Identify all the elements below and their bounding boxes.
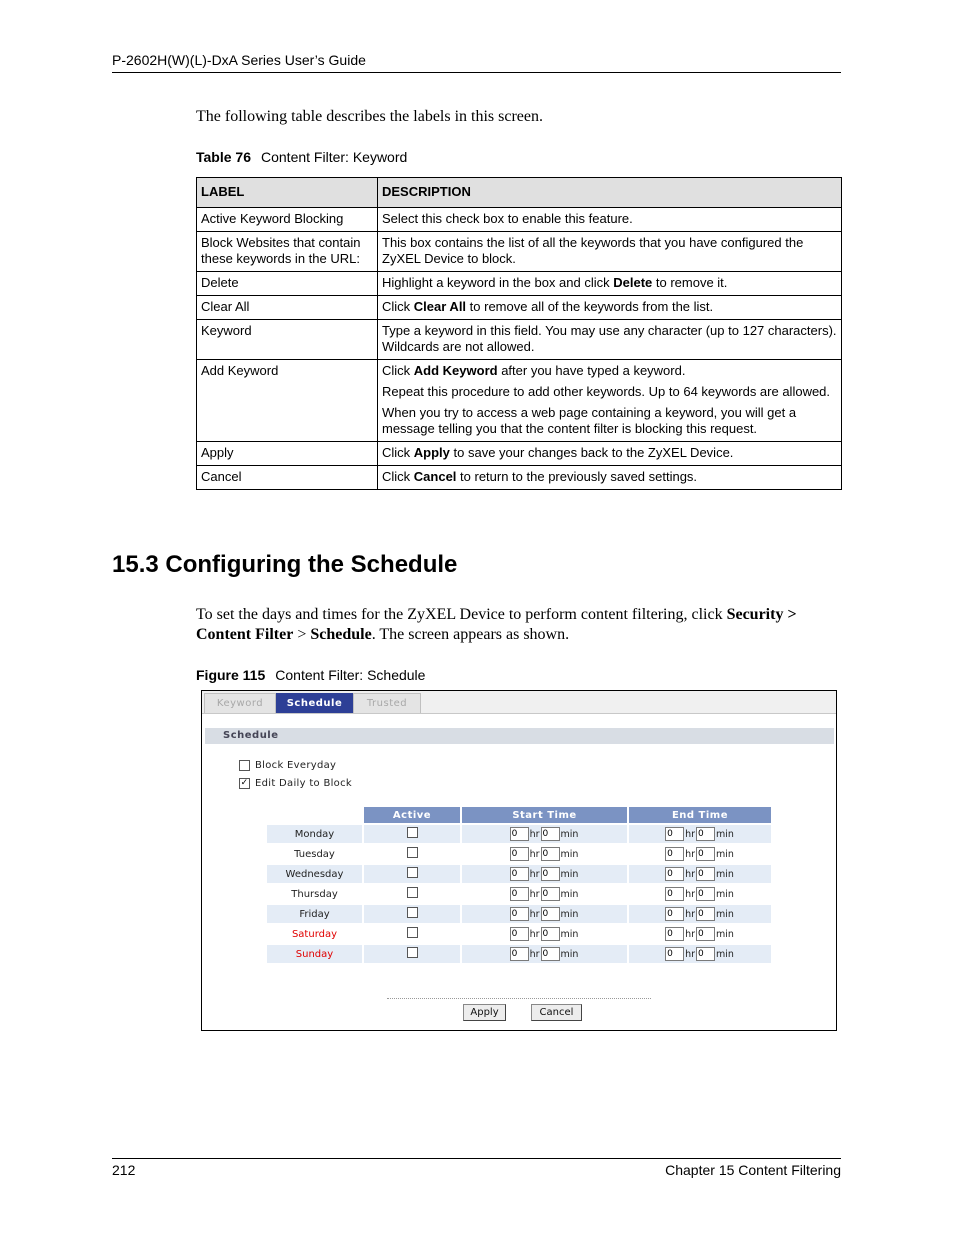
table-row bbox=[197, 320, 842, 360]
schedule-row bbox=[267, 845, 771, 863]
table-row bbox=[197, 442, 842, 466]
min-label: min bbox=[560, 908, 579, 920]
start-time-cell bbox=[462, 925, 627, 943]
apply-button[interactable]: Apply bbox=[463, 1004, 506, 1021]
description-text: Click bbox=[382, 469, 414, 484]
description-paragraph bbox=[382, 211, 837, 227]
hr-label: hr bbox=[685, 888, 695, 900]
row-label: Add Keyword bbox=[197, 360, 378, 442]
end-time-column-header: End Time bbox=[629, 807, 771, 823]
row-description bbox=[378, 272, 842, 296]
tab-keyword[interactable]: Keyword bbox=[204, 693, 276, 713]
min-label: min bbox=[560, 828, 579, 840]
start-minute-input[interactable]: 0 bbox=[541, 887, 560, 901]
ui-term: Add Keyword bbox=[413, 363, 498, 378]
description-paragraph bbox=[382, 469, 837, 485]
paragraph-text: > bbox=[293, 626, 311, 643]
active-cell bbox=[364, 845, 460, 863]
day-column-header bbox=[267, 807, 362, 823]
hr-label: hr bbox=[529, 908, 540, 920]
row-description bbox=[378, 232, 842, 272]
table-row bbox=[197, 466, 842, 490]
day-active-checkbox[interactable] bbox=[407, 927, 418, 938]
description-text: Click bbox=[382, 299, 414, 314]
active-cell bbox=[364, 945, 460, 963]
start-time-cell bbox=[462, 825, 627, 843]
intro-text: The following table describes the labels in this screen. bbox=[196, 108, 544, 125]
day-active-checkbox[interactable] bbox=[407, 907, 418, 918]
day-active-checkbox[interactable] bbox=[407, 867, 418, 878]
start-time-cell bbox=[462, 945, 627, 963]
day-name: Wednesday bbox=[267, 865, 362, 883]
column-header-description: DESCRIPTION bbox=[378, 178, 842, 208]
section-heading: 15.3 Configuring the Schedule bbox=[112, 551, 458, 578]
active-cell bbox=[364, 885, 460, 903]
figure-caption-text: Content Filter: Schedule bbox=[275, 667, 426, 683]
row-description bbox=[378, 442, 842, 466]
active-cell bbox=[364, 905, 460, 923]
row-label: Active Keyword Blocking bbox=[197, 208, 378, 232]
schedule-row bbox=[267, 885, 771, 903]
min-label: min bbox=[560, 888, 579, 900]
table-row bbox=[197, 272, 842, 296]
menu-path-term: Schedule bbox=[310, 626, 372, 643]
day-name: Friday bbox=[267, 905, 362, 923]
schedule-section-title: Schedule bbox=[205, 728, 834, 744]
description-text: Click bbox=[382, 363, 414, 378]
start-time-cell bbox=[462, 905, 627, 923]
schedule-row bbox=[267, 945, 771, 963]
start-time-cell bbox=[462, 885, 627, 903]
end-minute-input[interactable]: 0 bbox=[696, 907, 715, 921]
page-number: 212 bbox=[112, 1162, 136, 1178]
description-text: When you try to access a web page containing a keyword, you will get a message telling you that the content filter is blocking this request. bbox=[382, 405, 797, 436]
end-minute-input[interactable]: 0 bbox=[696, 887, 715, 901]
block-everyday-option[interactable] bbox=[239, 760, 336, 771]
running-header: P-2602H(W)(L)-DxA Series User’s Guide bbox=[112, 52, 366, 68]
row-description bbox=[378, 466, 842, 490]
row-description bbox=[378, 360, 842, 442]
day-name: Tuesday bbox=[267, 845, 362, 863]
day-active-checkbox[interactable] bbox=[407, 827, 418, 838]
description-text: to remove it. bbox=[652, 275, 728, 290]
cancel-button[interactable]: Cancel bbox=[531, 1004, 582, 1021]
end-hour-input[interactable]: 0 bbox=[665, 847, 684, 861]
table-row bbox=[197, 232, 842, 272]
min-label: min bbox=[716, 888, 734, 900]
hr-label: hr bbox=[529, 848, 540, 860]
hr-label: hr bbox=[685, 848, 695, 860]
min-label: min bbox=[716, 928, 734, 940]
tab-bar bbox=[202, 691, 836, 714]
schedule-row bbox=[267, 925, 771, 943]
table-row bbox=[197, 360, 842, 442]
description-paragraph bbox=[382, 445, 837, 461]
block-everyday-checkbox[interactable] bbox=[239, 760, 250, 771]
row-label: Cancel bbox=[197, 466, 378, 490]
day-active-checkbox[interactable] bbox=[407, 887, 418, 898]
end-time-cell bbox=[629, 865, 771, 883]
min-label: min bbox=[716, 908, 734, 920]
min-label: min bbox=[716, 948, 734, 960]
table-caption-text: Content Filter: Keyword bbox=[261, 149, 408, 165]
end-minute-input[interactable]: 0 bbox=[696, 847, 715, 861]
schedule-row bbox=[267, 825, 771, 843]
ui-term: Apply bbox=[413, 445, 450, 460]
min-label: min bbox=[716, 848, 734, 860]
row-label: Clear All bbox=[197, 296, 378, 320]
schedule-rows bbox=[267, 825, 771, 963]
schedule-row bbox=[267, 905, 771, 923]
end-minute-input[interactable]: 0 bbox=[696, 827, 715, 841]
min-label: min bbox=[716, 868, 734, 880]
description-text: Repeat this procedure to add other keywords. Up to 64 keywords are allowed. bbox=[382, 384, 831, 399]
start-time-cell bbox=[462, 865, 627, 883]
start-hour-input[interactable]: 0 bbox=[510, 827, 529, 841]
ui-term: Clear All bbox=[413, 299, 467, 314]
row-label: Keyword bbox=[197, 320, 378, 360]
start-hour-input[interactable]: 0 bbox=[510, 947, 529, 961]
day-active-checkbox[interactable] bbox=[407, 847, 418, 858]
end-hour-input[interactable]: 0 bbox=[665, 927, 684, 941]
min-label: min bbox=[560, 948, 579, 960]
hr-label: hr bbox=[685, 948, 695, 960]
hr-label: hr bbox=[685, 928, 695, 940]
day-active-checkbox[interactable] bbox=[407, 947, 418, 958]
edit-daily-option[interactable] bbox=[239, 778, 352, 789]
table-caption bbox=[196, 149, 407, 165]
schedule-table bbox=[265, 805, 773, 965]
end-time-cell bbox=[629, 885, 771, 903]
end-hour-input[interactable]: 0 bbox=[665, 867, 684, 881]
tab-trusted[interactable]: Trusted bbox=[353, 693, 421, 713]
header-rule bbox=[112, 72, 841, 73]
day-name: Thursday bbox=[267, 885, 362, 903]
column-header-label: LABEL bbox=[197, 178, 378, 208]
description-text: to remove all of the keywords from the list. bbox=[466, 299, 714, 314]
min-label: min bbox=[716, 828, 734, 840]
hr-label: hr bbox=[685, 868, 695, 880]
start-hour-input[interactable]: 0 bbox=[510, 847, 529, 861]
min-label: min bbox=[560, 848, 579, 860]
table-caption-number: Table 76 bbox=[196, 149, 251, 165]
edit-daily-label: Edit Daily to Block bbox=[255, 778, 352, 789]
ui-term: Delete bbox=[613, 275, 653, 290]
schedule-screenshot bbox=[201, 690, 837, 1031]
description-text: after you have typed a keyword. bbox=[497, 363, 686, 378]
section-paragraph bbox=[196, 605, 846, 645]
description-paragraph bbox=[382, 323, 837, 355]
description-text: This box contains the list of all the keywords that you have configured the ZyXEL Device to block. bbox=[382, 235, 804, 266]
min-label: min bbox=[560, 868, 579, 880]
end-hour-input[interactable]: 0 bbox=[665, 887, 684, 901]
active-cell bbox=[364, 925, 460, 943]
button-divider bbox=[387, 998, 651, 999]
end-hour-input[interactable]: 0 bbox=[665, 907, 684, 921]
menu-path-term: Content Filter bbox=[196, 626, 294, 643]
chapter-title: Chapter 15 Content Filtering bbox=[665, 1162, 841, 1178]
day-name: Monday bbox=[267, 825, 362, 843]
menu-path-term: Security > bbox=[726, 606, 797, 623]
row-label: Block Websites that contain these keywords in the URL: bbox=[197, 232, 378, 272]
description-paragraph bbox=[382, 275, 837, 291]
row-label: Delete bbox=[197, 272, 378, 296]
start-minute-input[interactable]: 0 bbox=[541, 847, 560, 861]
row-description bbox=[378, 320, 842, 360]
start-minute-input[interactable]: 0 bbox=[541, 927, 560, 941]
description-paragraph bbox=[382, 384, 837, 400]
end-time-cell bbox=[629, 905, 771, 923]
figure-caption-number: Figure 115 bbox=[196, 667, 266, 683]
row-label: Apply bbox=[197, 442, 378, 466]
active-cell bbox=[364, 825, 460, 843]
row-description bbox=[378, 296, 842, 320]
schedule-row bbox=[267, 865, 771, 883]
day-name: Sunday bbox=[267, 945, 362, 963]
active-cell bbox=[364, 865, 460, 883]
start-minute-input[interactable]: 0 bbox=[541, 947, 560, 961]
start-minute-input[interactable]: 0 bbox=[541, 907, 560, 921]
block-everyday-label: Block Everyday bbox=[255, 760, 337, 771]
end-time-cell bbox=[629, 945, 771, 963]
hr-label: hr bbox=[685, 908, 695, 920]
start-hour-input[interactable]: 0 bbox=[510, 907, 529, 921]
hr-label: hr bbox=[529, 948, 540, 960]
description-text: to save your changes back to the ZyXEL Device. bbox=[449, 445, 734, 460]
active-column-header: Active bbox=[364, 807, 460, 823]
start-hour-input[interactable]: 0 bbox=[510, 867, 529, 881]
description-paragraph bbox=[382, 363, 837, 379]
start-hour-input[interactable]: 0 bbox=[510, 927, 529, 941]
tab-schedule[interactable]: Schedule bbox=[276, 693, 353, 713]
end-minute-input[interactable]: 0 bbox=[696, 947, 715, 961]
ui-term: Cancel bbox=[413, 469, 457, 484]
hr-label: hr bbox=[529, 868, 540, 880]
min-label: min bbox=[560, 928, 579, 940]
figure-caption bbox=[196, 667, 425, 683]
hr-label: hr bbox=[529, 828, 540, 840]
description-text: Highlight a keyword in the box and click bbox=[382, 275, 614, 290]
table-row bbox=[197, 296, 842, 320]
end-hour-input[interactable]: 0 bbox=[665, 827, 684, 841]
start-time-cell bbox=[462, 845, 627, 863]
start-minute-input[interactable]: 0 bbox=[541, 867, 560, 881]
start-minute-input[interactable]: 0 bbox=[541, 827, 560, 841]
day-name: Saturday bbox=[267, 925, 362, 943]
description-text: Click bbox=[382, 445, 414, 460]
end-minute-input[interactable]: 0 bbox=[696, 867, 715, 881]
description-paragraph bbox=[382, 299, 837, 315]
table-row bbox=[197, 208, 842, 232]
end-minute-input[interactable]: 0 bbox=[696, 927, 715, 941]
description-text: to return to the previously saved settings. bbox=[456, 469, 698, 484]
label-description-table bbox=[196, 177, 842, 490]
edit-daily-checkbox[interactable]: ✓ bbox=[240, 778, 249, 788]
start-time-column-header: Start Time bbox=[462, 807, 627, 823]
hr-label: hr bbox=[685, 828, 695, 840]
paragraph-text: . The screen appears as shown. bbox=[371, 626, 570, 643]
hr-label: hr bbox=[529, 888, 540, 900]
end-time-cell bbox=[629, 925, 771, 943]
description-text: Type a keyword in this field. You may use any character (up to 127 characters). Wildcards are not allowed. bbox=[382, 323, 837, 354]
row-description bbox=[378, 208, 842, 232]
description-paragraph bbox=[382, 235, 837, 267]
table-body bbox=[197, 208, 842, 490]
description-paragraph bbox=[382, 405, 837, 437]
end-time-cell bbox=[629, 845, 771, 863]
paragraph-text: To set the days and times for the ZyXEL Device to perform content filtering, click bbox=[196, 606, 727, 623]
footer-rule bbox=[112, 1158, 841, 1159]
end-hour-input[interactable]: 0 bbox=[665, 947, 684, 961]
hr-label: hr bbox=[529, 928, 540, 940]
start-hour-input[interactable]: 0 bbox=[510, 887, 529, 901]
end-time-cell bbox=[629, 825, 771, 843]
description-text: Select this check box to enable this feature. bbox=[382, 211, 633, 226]
